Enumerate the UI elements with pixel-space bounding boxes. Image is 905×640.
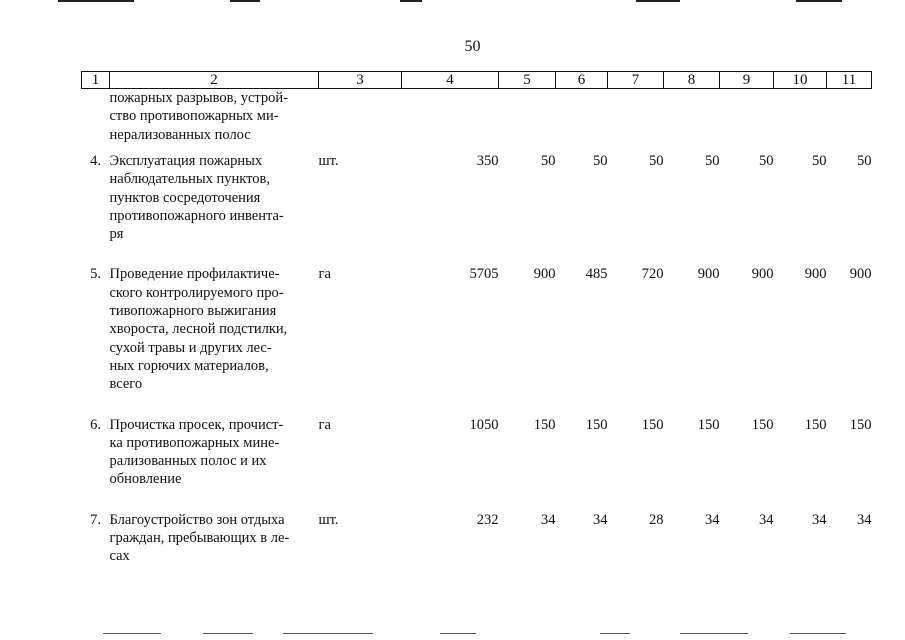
value-cell: 150: [641, 416, 664, 433]
value-cell: 34: [857, 511, 872, 528]
value-cell: 150: [533, 416, 556, 433]
value-cell: 34: [593, 511, 608, 528]
value-cell: 50: [541, 153, 556, 169]
activity-name: [110, 89, 319, 153]
value-cell: 50: [812, 153, 827, 169]
value-cell: 50: [759, 153, 774, 169]
value-cell: 900: [533, 266, 556, 283]
activity-line: пунктов сосредоточения: [109, 189, 261, 206]
value-cell: 720: [641, 266, 664, 283]
row-number: 4.: [90, 153, 101, 169]
unit: шт.: [318, 153, 339, 169]
activity-line: Эксплуатация пожарных: [109, 153, 263, 169]
activity-line: граждан, пребывающих в ле-: [109, 530, 290, 547]
scan-mark-bottom: [790, 633, 846, 634]
value-cell: 900: [751, 266, 774, 283]
unit: га: [318, 416, 331, 433]
activity-line: сах: [109, 548, 130, 565]
value-cell: 34: [812, 511, 827, 528]
value-total: [402, 89, 499, 153]
value-cell: 900: [697, 266, 720, 283]
value-cell: 28: [649, 511, 664, 528]
value-cell: 50: [857, 153, 872, 169]
activity-line: пожарных разрывов, устрой-: [109, 90, 289, 106]
activity-line: ря: [109, 226, 124, 243]
activity-line: ных горючих материалов,: [109, 357, 269, 374]
column-number-row: [82, 72, 872, 89]
activity-name: [110, 152, 319, 243]
activity-line: ка противопожарных мине-: [109, 434, 280, 451]
value-total: 232: [476, 511, 499, 528]
column-header: 11: [827, 72, 872, 89]
value-cell: 150: [751, 416, 774, 433]
unit: [319, 89, 402, 153]
activity-line: рализованных полос и их: [109, 453, 267, 470]
column-header: 6: [556, 72, 608, 89]
activity-line: Прочистка просек, прочист-: [109, 416, 284, 433]
column-header: 2: [110, 72, 319, 89]
activities-table: [81, 71, 872, 566]
value-total: 5705: [469, 266, 499, 283]
page-number: 50: [464, 38, 481, 55]
scan-mark-bottom: [680, 633, 748, 634]
value-cell: 900: [804, 266, 827, 283]
scan-mark-bottom: [283, 633, 373, 634]
table-row: [82, 489, 872, 566]
row-number: 7.: [90, 511, 101, 528]
unit: га: [318, 266, 331, 283]
column-header: 7: [608, 72, 664, 89]
value-cell: [720, 89, 774, 153]
activity-line: Благоустройство зон отдыха: [109, 511, 285, 528]
activity-name: [110, 394, 319, 489]
value-cell: 150: [849, 416, 872, 433]
activity-line: наблюдательных пунктов,: [109, 171, 270, 188]
scan-mark-top: [230, 0, 260, 2]
row-number: 5.: [90, 266, 101, 283]
table-row: [82, 152, 872, 243]
value-cell: [556, 89, 608, 153]
value-cell: 34: [705, 511, 720, 528]
activity-line: сухой травы и других лес-: [109, 339, 272, 356]
table-row: [82, 243, 872, 393]
value-cell: 34: [541, 511, 556, 528]
column-header: 8: [664, 72, 720, 89]
scan-mark-bottom: [103, 633, 161, 634]
scan-mark-top: [636, 0, 680, 2]
value-cell: [774, 89, 827, 153]
activity-line: ского контролируемого про-: [109, 284, 284, 301]
scan-mark-top: [400, 0, 422, 2]
value-cell: 485: [585, 266, 608, 283]
column-header: 1: [82, 72, 110, 89]
value-total: 350: [476, 153, 499, 169]
value-cell: 150: [697, 416, 720, 433]
unit: шт.: [318, 511, 339, 528]
column-header: 3: [319, 72, 402, 89]
activity-line: Проведение профилактиче-: [109, 266, 280, 283]
value-cell: [664, 89, 720, 153]
scan-mark-top: [796, 0, 842, 2]
value-cell: [499, 89, 556, 153]
column-header: 9: [720, 72, 774, 89]
scan-mark-bottom: [600, 633, 630, 634]
value-cell: 150: [804, 416, 827, 433]
value-cell: 150: [585, 416, 608, 433]
activity-line: противопожарного инвента-: [109, 207, 284, 224]
table-row: [82, 394, 872, 489]
value-cell: 50: [593, 153, 608, 169]
value-cell: 50: [705, 153, 720, 169]
value-cell: [827, 89, 872, 153]
value-cell: [608, 89, 664, 153]
activity-name: [110, 489, 319, 566]
activity-line: всего: [109, 376, 143, 393]
value-cell: 34: [759, 511, 774, 528]
activity-name: [110, 243, 319, 393]
column-header: 4: [402, 72, 499, 89]
activity-line: нерализованных полос: [109, 126, 251, 143]
column-header: 10: [774, 72, 827, 89]
activity-line: хвороста, лесной подстилки,: [109, 321, 288, 338]
value-cell: 900: [849, 266, 872, 283]
scan-mark-bottom: [440, 633, 476, 634]
activity-line: ство противопожарных ми-: [109, 108, 279, 125]
scan-mark-bottom: [203, 633, 253, 634]
value-total: 1050: [469, 416, 499, 433]
row-number: 6.: [90, 416, 101, 433]
column-header: 5: [499, 72, 556, 89]
table-row: [82, 89, 872, 153]
row-number: [82, 89, 110, 153]
activity-line: обновление: [109, 471, 182, 488]
value-cell: 50: [649, 153, 664, 169]
scan-mark-top: [58, 0, 134, 2]
activity-line: тивопожарного выжигания: [109, 303, 277, 320]
